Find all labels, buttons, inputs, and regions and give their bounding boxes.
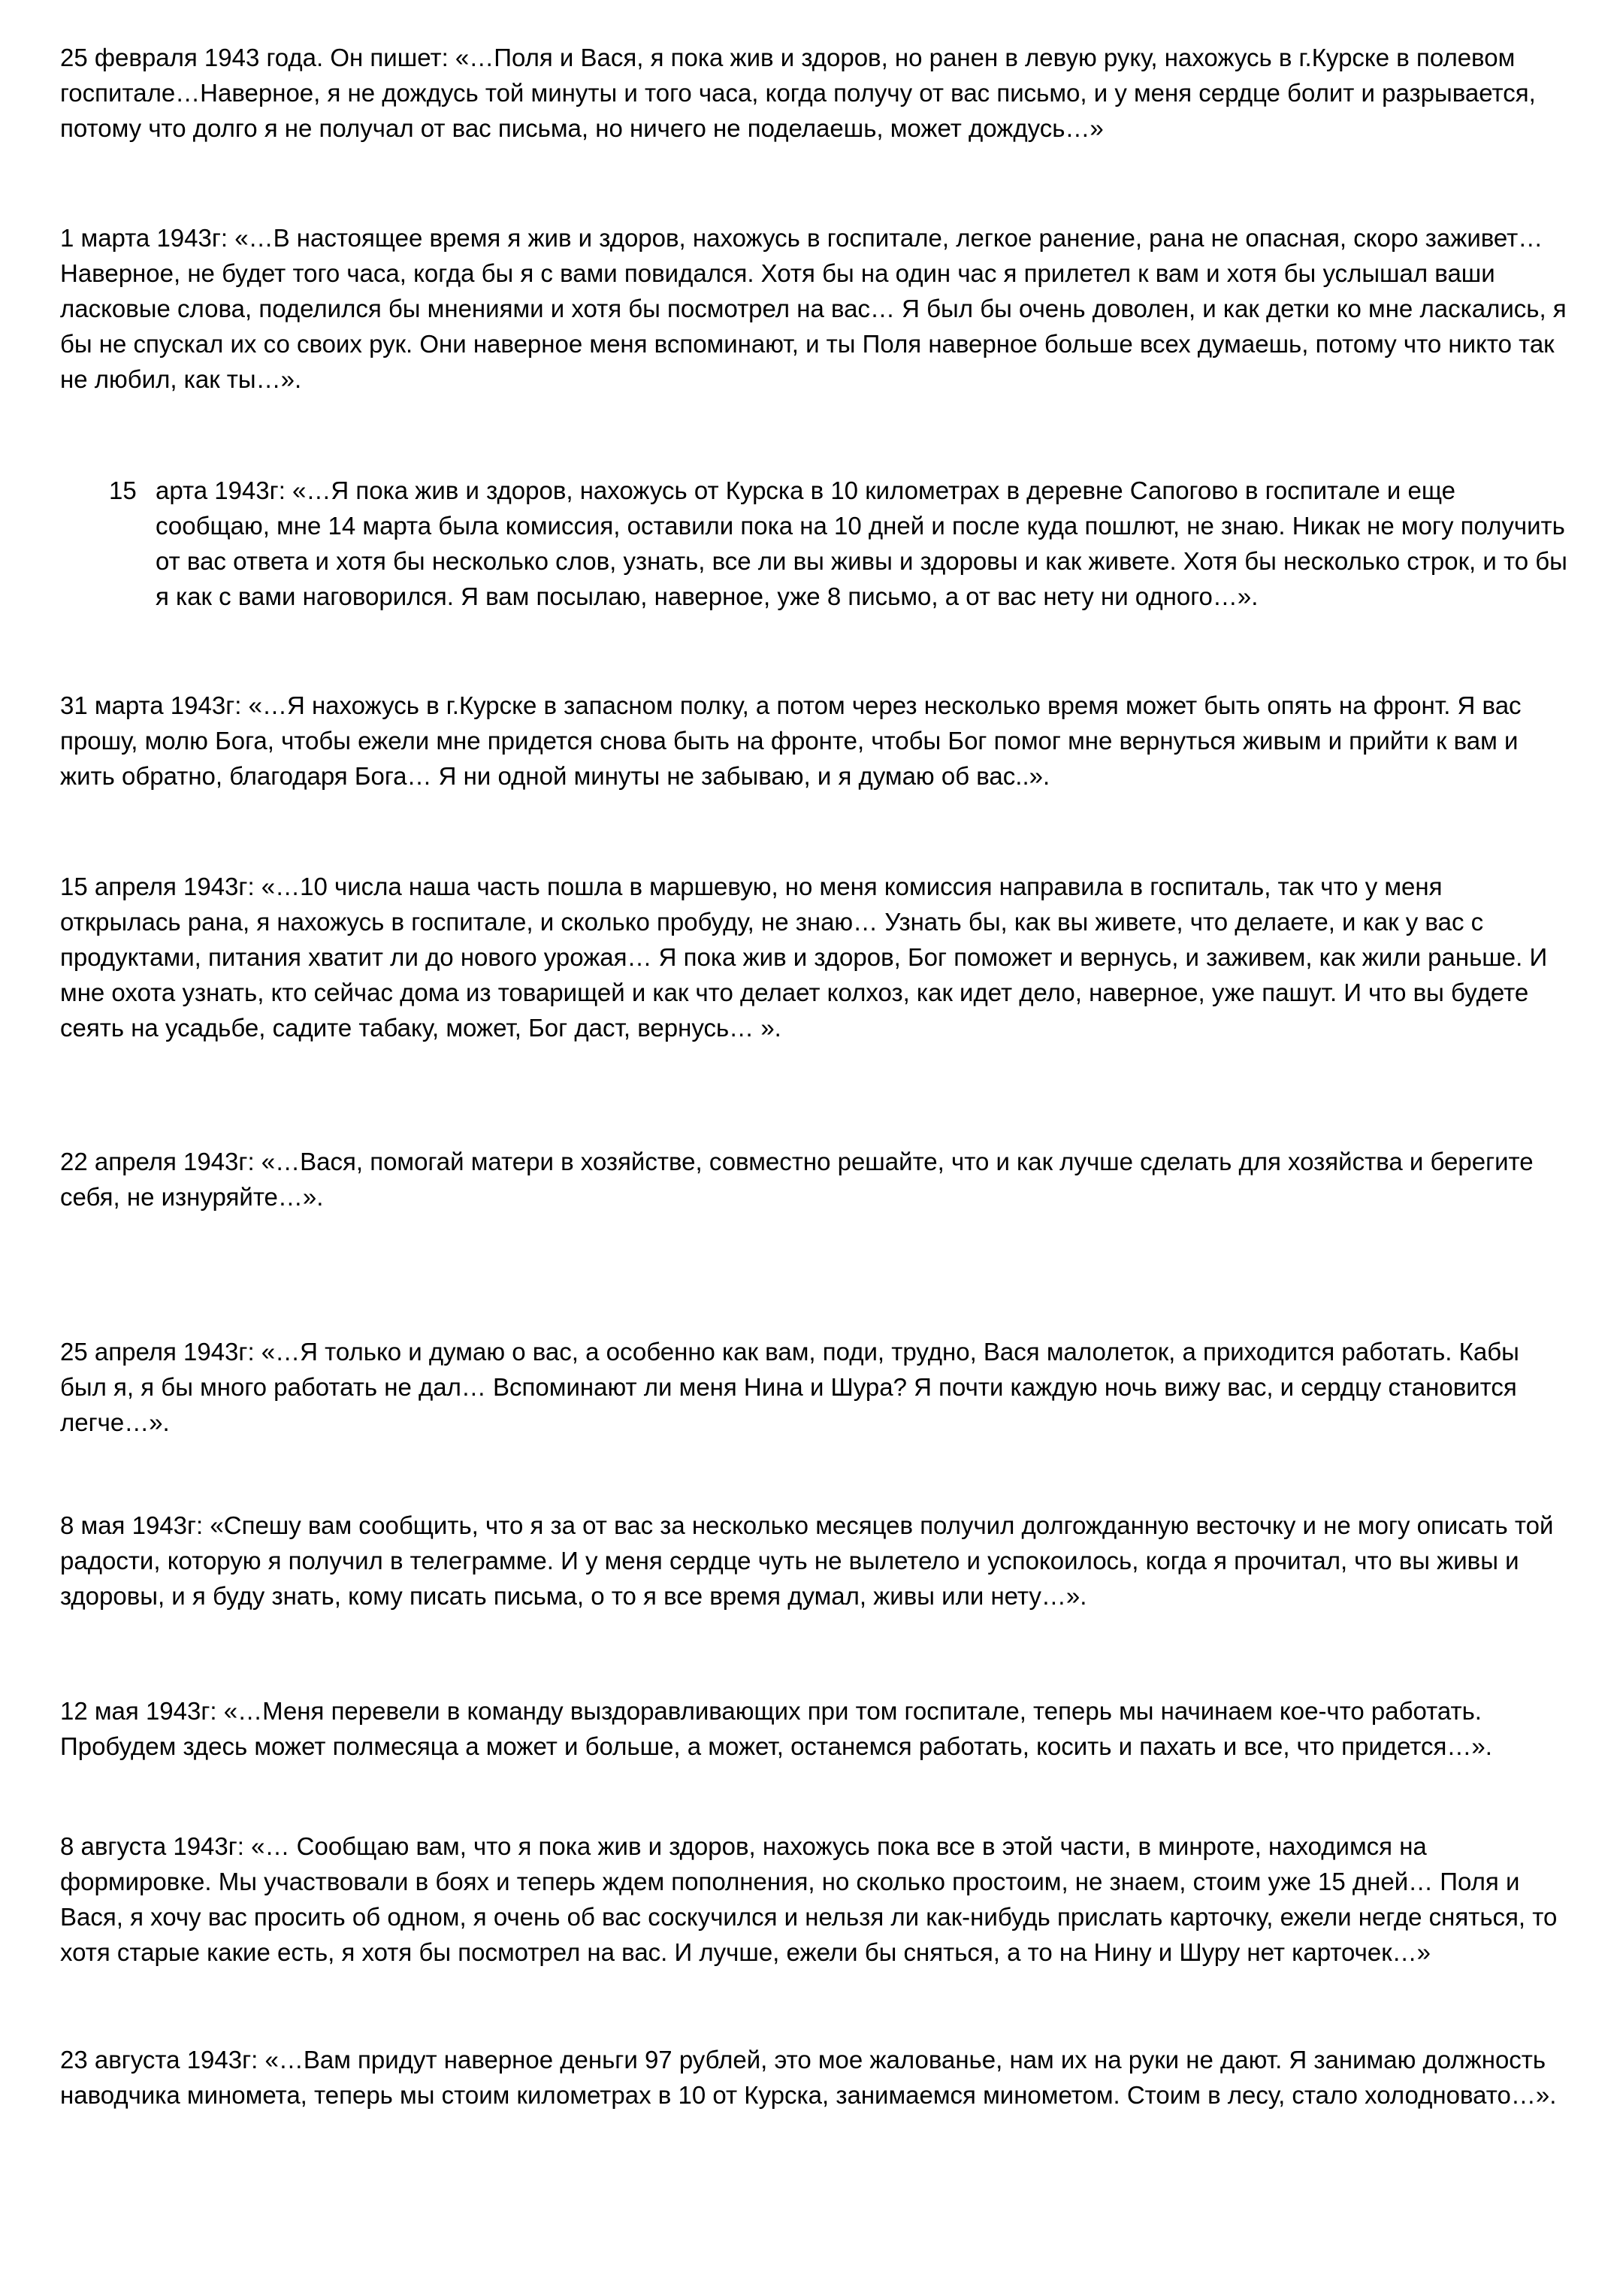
letter-entry-1943-03-31: 31 марта 1943г: «…Я нахожусь в г.Курске в запасном полку, а потом через несколько время может быть опять на фронт. Я вас прошу, молю Бога, чтобы ежели мне придется снова быть на фронте, чтобы Бог помог мне вернуться живым и прийти к вам и жить обратно, благодаря Бога… Я ни одной минуты не забываю, и я думаю об вас..». [60, 691, 1522, 790]
letter-entry-text: арта 1943г: «…Я пока жив и здоров, нахожусь от Курска в 10 километрах в деревне Сапогово в госпитале и еще сообщаю, мне 14 марта была комиссия, оставили пока на 10 дней и после куда пошлют, не знаю. Никак не могу получить от вас ответа и хотя бы несколько слов, узнать, все ли вы живы и здоровы и как живете. Хотя бы несколько строк, и то бы я как с вами наговорился. Я вам посылаю, наверное, уже 8 письмо, а от вас нету ни одного…». [156, 476, 1567, 610]
letter-entry-1943-08-23: 23 августа 1943г: «…Вам придут наверное деньги 97 рублей, это мое жалованье, нам их на руки не дают. Я занимаю должность наводчика миномета, теперь мы стоим километрах в 10 от Курска, занимаемся минометом. Стоим в лесу, стало холодновато…». [60, 2046, 1557, 2109]
letter-entry-1943-03-15 [60, 473, 1568, 614]
letter-entry-1943-04-22: 22 апреля 1943г: «…Вася, помогай матери в хозяйстве, совместно решайте, что и как лучше сделать для хозяйства и берегите себя, не изнуряйте…». [60, 1148, 1534, 1211]
letter-entry-1943-08-08: 8 августа 1943г: «… Сообщаю вам, что я пока жив и здоров, нахожусь пока все в этой части, в минроте, находимся на формировке. Мы участвовали в боях и теперь ждем пополнения, но сколько простоим, не знаем, стоим уже 15 дней… Поля и Вася, я хочу вас просить об одном, я очень об вас соскучился и нельзя ли как-нибудь прислать карточку, ежели негде сняться, то хотя старые какие есть, я хотя бы посмотрел на вас. И лучше, ежели бы сняться, а то на Нину и Шуру нет карточек…» [60, 1832, 1558, 1966]
letter-entry-1943-03-01: 1 марта 1943г: «…В настоящее время я жив и здоров, нахожусь в госпитале, легкое ранение, рана не опасная, скоро заживет… Наверное, не будет того часа, когда бы я с вами повидался. Хотя бы на один час я прилетел к вам и хотя бы услышал ваши ласковые слова, поделился бы мнениями и хотя бы посмотрел на вас… Я был бы очень доволен, и как детки ко мне ласкались, я бы не спускал их со своих рук. Они наверное меня вспоминают, и ты Поля наверное больше всех думаешь, потому что никто так не любил, как ты…». [60, 224, 1567, 393]
letter-entry-1943-04-15: 15 апреля 1943г: «…10 числа наша часть пошла в маршевую, но меня комиссия направила в госпиталь, так что у меня открылась рана, я нахожусь в госпитале, и сколько пробуду, не знаю… Узнать бы, как вы живете, что делаете, и как у вас с продуктами, питания хватит ли до нового урожая… Я пока жив и здоров, Бог поможет и вернусь, и заживем, как жили раньше. И мне охота узнать, кто сейчас дома из товарищей и как что делает колхоз, как идет дело, наверное, уже пашут. И что вы будете сеять на усадьбе, садите табаку, может, Бог даст, вернусь… ». [60, 873, 1548, 1042]
letter-entry-1943-05-12: 12 мая 1943г: «…Меня перевели в команду выздоравливающих при том госпитале, теперь мы начинаем кое-что работать. Пробудем здесь может полмесяца а может и больше, а может, останемся работать, косить и пахать и все, что придется…». [60, 1697, 1492, 1760]
letter-entry-1943-05-08: 8 мая 1943г: «Спешу вам сообщить, что я за от вас за несколько месяцев получил долгожданную весточку и не могу описать той радости, которую я получил в телеграмме. И у меня сердце чуть не вылетело и успокоилось, когда я прочитал, что вы живы и здоровы, и я буду знать, кому писать письма, о то я все время думал, живы или нету…». [60, 1511, 1554, 1610]
letter-entry-1943-02-25: 25 февраля 1943 года. Он пишет: «…Поля и Вася, я пока жив и здоров, но ранен в левую руку, нахожусь в г.Курске в полевом госпитале…Наверное, я не дождусь той минуты и того часа, когда получу от вас письмо, и у меня сердце болит и разрывается, потому что долго я не получал от вас письма, но ничего не поделаешь, может дождусь…» [60, 44, 1536, 142]
list-number: 15 [109, 476, 137, 504]
letter-entry-1943-04-25: 25 апреля 1943г: «…Я только и думаю о вас, а особенно как вам, поди, трудно, Вася малолеток, а приходится работать. Кабы был я, я бы много работать не дал… Вспоминают ли меня Нина и Шура? Я почти каждую ночь вижу вас, и сердцу становится легче…». [60, 1338, 1519, 1436]
